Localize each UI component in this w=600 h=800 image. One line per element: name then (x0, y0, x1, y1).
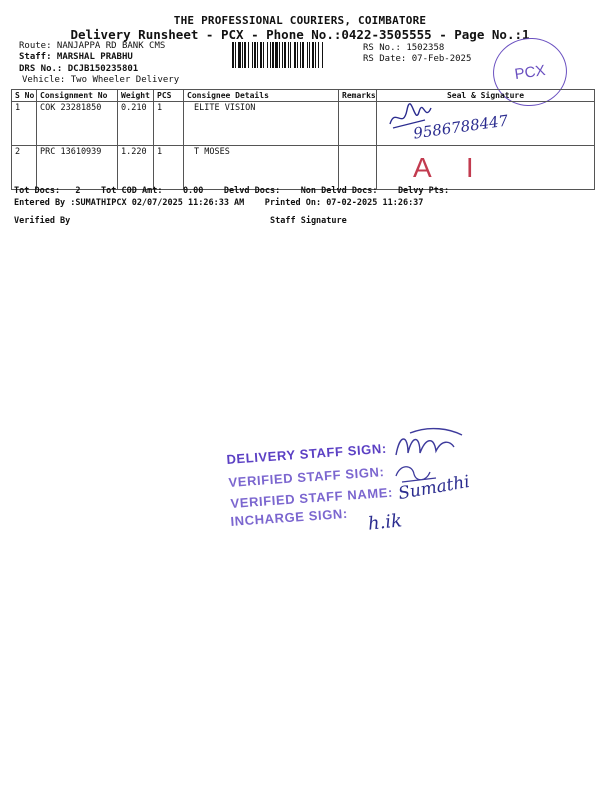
barcode-image (232, 42, 357, 68)
rs-date-line: RS Date: 07-Feb-2025 (363, 54, 472, 64)
table-header-row (12, 90, 595, 102)
col-consignment: Consignment No (37, 90, 118, 102)
col-consignee: Consignee Details (184, 90, 339, 102)
totals-line (14, 186, 449, 196)
company-title: THE PROFESSIONAL COURIERS, COIMBATORE (173, 14, 427, 27)
verified-by-label: Verified By (14, 216, 71, 226)
ai-handwriting: A I (413, 152, 488, 183)
table-row (12, 102, 595, 146)
cell-remarks (339, 146, 377, 190)
tot-docs-value: 2 (75, 186, 81, 196)
staff-line: Staff: MARSHAL PRABHU (19, 52, 133, 62)
incharge-handwriting: h.ik (366, 510, 403, 535)
entered-by: Entered By :SUMATHIPCX 02/07/2025 11:26:33 AM (14, 198, 245, 208)
col-pcs: PCS (154, 90, 184, 102)
stamp-verified-staff-sign: VERIFIED STAFF SIGN: (228, 464, 385, 490)
cell-consignee: ELITE VISION (184, 102, 339, 146)
printed-on: Printed On: 07-02-2025 11:26:37 (264, 198, 424, 208)
pcx-stamp-text: PCX (513, 61, 547, 83)
rs-no-line: RS No.: 1502358 (363, 43, 445, 53)
cell-sno: 2 (12, 146, 37, 190)
verified-staff-name-handwriting: Sumathi (396, 471, 472, 505)
col-weight: Weight (118, 90, 154, 102)
delvy-pts-label: Delvy Pts: (397, 186, 450, 196)
tot-cod-value: 0.00 (182, 186, 204, 196)
cell-pcs: 1 (154, 102, 184, 146)
runsheet-title: Delivery Runsheet - PCX - Phone No.:0422-3505555 - Page No.:1 (70, 27, 530, 42)
stamp-incharge-sign: INCHARGE SIGN: (230, 505, 349, 529)
staff-signature-scribble (390, 425, 470, 465)
cell-consignment: PRC 13610939 (37, 146, 118, 190)
non-delvd-docs-label: Non Delvd Docs: (300, 186, 378, 196)
route-line: Route: NANJAPPA RD BANK CMS (19, 41, 166, 51)
cell-seal (377, 146, 595, 190)
table-row (12, 146, 595, 190)
cell-consignment: COK 23281850 (37, 102, 118, 146)
vehicle-line: Vehicle: Two Wheeler Delivery (22, 75, 180, 85)
col-remarks: Remarks (339, 90, 377, 102)
col-sno: S No (12, 90, 37, 102)
phone-handwriting: 9586788447 (412, 111, 510, 143)
cell-weight: 1.220 (118, 146, 154, 190)
cell-sno: 1 (12, 102, 37, 146)
stamp-delivery-staff-sign: DELIVERY STAFF SIGN: (226, 440, 388, 467)
cell-consignee: T MOSES (184, 146, 339, 190)
drs-line: DRS No.: DCJB150235801 (19, 64, 139, 74)
tot-docs-label: Tot Docs: (14, 186, 61, 196)
entry-line (14, 198, 423, 208)
stamp-verified-staff-name: VERIFIED STAFF NAME: (230, 484, 394, 511)
tot-cod-label: Tot COD Amt: (101, 186, 163, 196)
delvd-docs-label: Delvd Docs: (223, 186, 281, 196)
cell-weight: 0.210 (118, 102, 154, 146)
cell-pcs: 1 (154, 146, 184, 190)
staff-signature-label: Staff Signature (270, 216, 347, 226)
runsheet-table (11, 89, 595, 190)
cell-remarks (339, 102, 377, 146)
col-seal: Seal & Signature (377, 90, 595, 102)
cell-seal (377, 102, 595, 146)
